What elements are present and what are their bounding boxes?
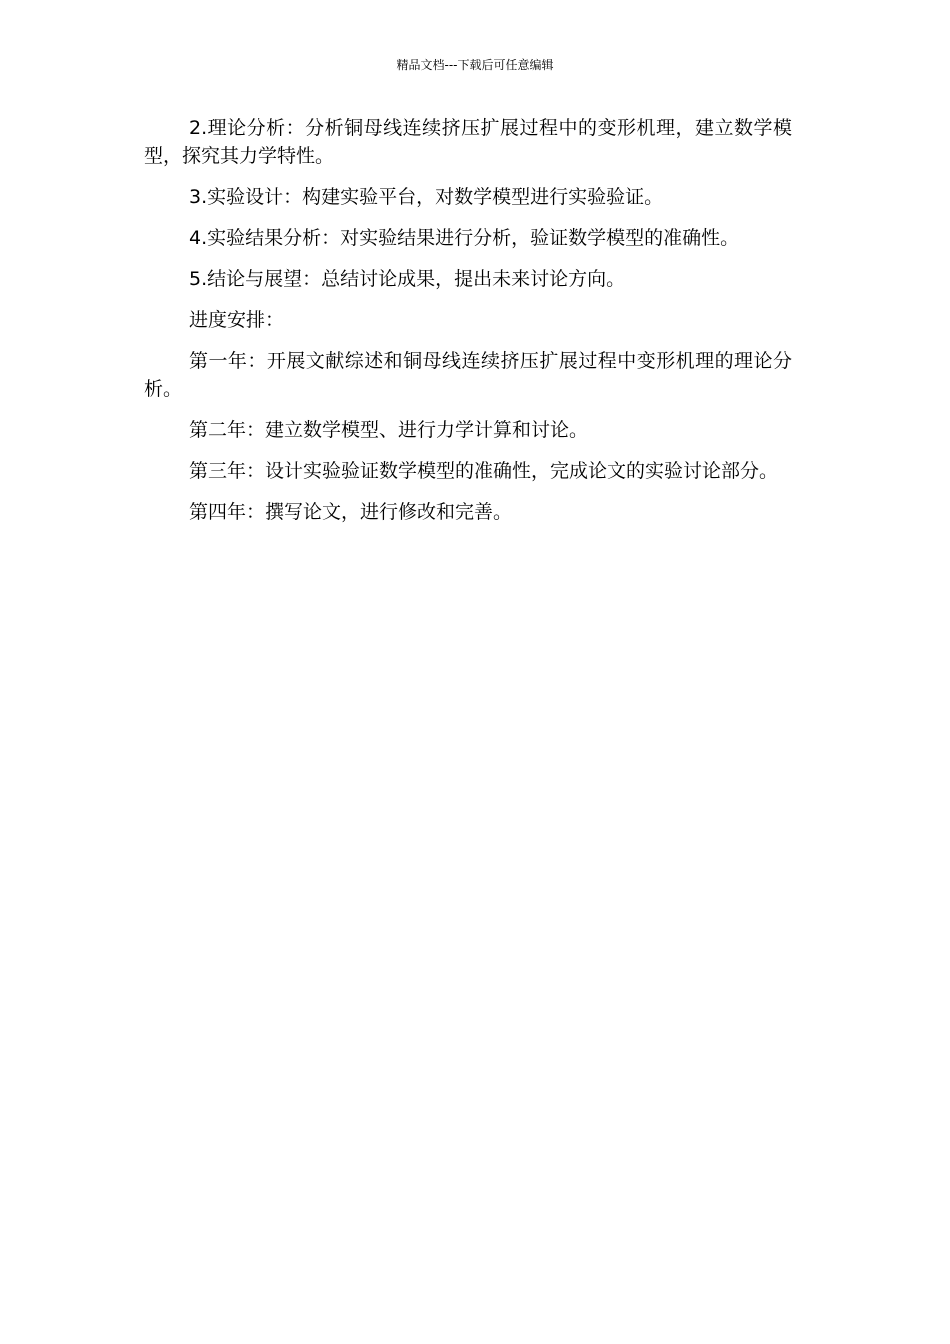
paragraph-experiment-design: 3.实验设计：构建实验平台，对数学模型进行实验验证。 [189,186,664,208]
paragraph-result-analysis: 4.实验结果分析：对实验结果进行分析，验证数学模型的准确性。 [189,227,740,249]
paragraph-theoretical-analysis: 2.理论分析：分析铜母线连续挤压扩展过程中的变形机理，建立数学模型，探究其力学特性。 [144,117,792,167]
page-header: 精品文档---下载后可任意编辑 [396,58,554,72]
paragraph-year-three: 第三年：设计实验验证数学模型的准确性，完成论文的实验讨论部分。 [189,460,779,482]
paragraph-schedule-heading: 进度安排： [189,309,285,331]
paragraph-year-two: 第二年：建立数学模型、进行力学计算和讨论。 [189,419,589,441]
paragraph-year-one: 第一年：开展文献综述和铜母线连续挤压扩展过程中变形机理的理论分析。 [144,350,792,400]
document-body [144,114,792,539]
paragraph-year-four: 第四年：撰写论文，进行修改和完善。 [189,501,513,523]
paragraph-conclusion: 5.结论与展望：总结讨论成果，提出未来讨论方向。 [189,268,626,290]
